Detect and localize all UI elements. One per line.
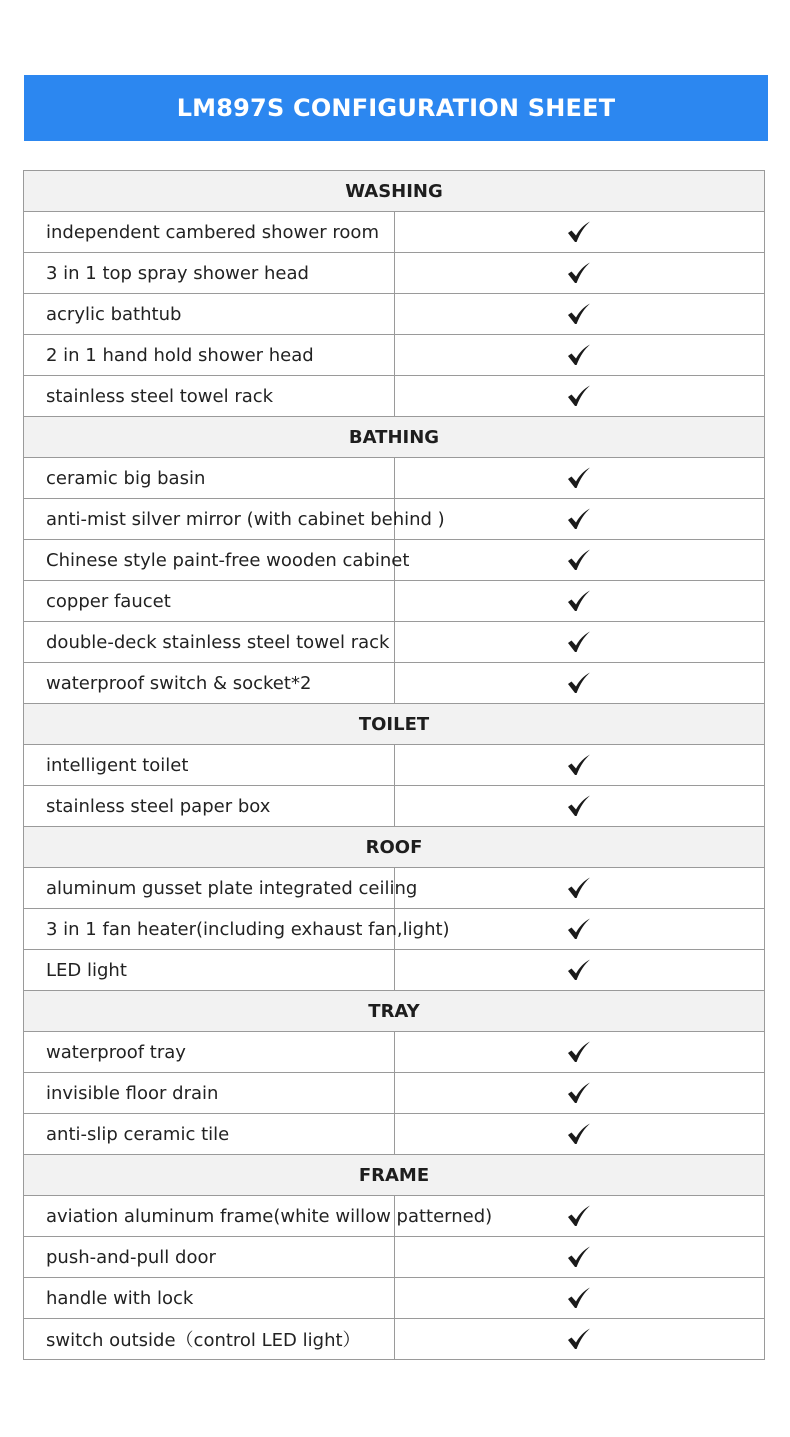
item-label: invisible floor drain bbox=[24, 1073, 395, 1114]
section-header-row bbox=[24, 827, 765, 868]
included-cell bbox=[394, 622, 765, 663]
table-row bbox=[24, 212, 765, 253]
table-row bbox=[24, 376, 765, 417]
included-cell bbox=[394, 1237, 765, 1278]
section-title: BATHING bbox=[24, 417, 765, 458]
checkmark-icon bbox=[567, 1082, 591, 1104]
section-header-row bbox=[24, 171, 765, 212]
item-label: LED light bbox=[24, 950, 395, 991]
included-cell bbox=[394, 212, 765, 253]
table-row bbox=[24, 1032, 765, 1073]
checkmark-icon bbox=[567, 344, 591, 366]
table-row bbox=[24, 1278, 765, 1319]
checkmark-icon bbox=[567, 1041, 591, 1063]
item-label: copper faucet bbox=[24, 581, 395, 622]
configuration-table-body bbox=[24, 171, 765, 1360]
included-cell bbox=[394, 499, 765, 540]
table-row bbox=[24, 581, 765, 622]
section-header-row bbox=[24, 991, 765, 1032]
table-row bbox=[24, 1073, 765, 1114]
item-label: waterproof tray bbox=[24, 1032, 395, 1073]
table-row bbox=[24, 745, 765, 786]
included-cell bbox=[394, 335, 765, 376]
table-row bbox=[24, 540, 765, 581]
table-row bbox=[24, 335, 765, 376]
table-row bbox=[24, 458, 765, 499]
table-row bbox=[24, 663, 765, 704]
item-label: anti-mist silver mirror (with cabinet behind ) bbox=[24, 499, 395, 540]
checkmark-icon bbox=[567, 754, 591, 776]
section-header-row bbox=[24, 704, 765, 745]
table-row bbox=[24, 499, 765, 540]
checkmark-icon bbox=[567, 467, 591, 489]
checkmark-icon bbox=[567, 549, 591, 571]
checkmark-icon bbox=[567, 795, 591, 817]
included-cell bbox=[394, 1114, 765, 1155]
checkmark-icon bbox=[567, 590, 591, 612]
table-row bbox=[24, 1196, 765, 1237]
section-title: FRAME bbox=[24, 1155, 765, 1196]
section-title: ROOF bbox=[24, 827, 765, 868]
item-label: 2 in 1 hand hold shower head bbox=[24, 335, 395, 376]
checkmark-icon bbox=[567, 1123, 591, 1145]
item-label: ceramic big basin bbox=[24, 458, 395, 499]
included-cell bbox=[394, 663, 765, 704]
included-cell bbox=[394, 581, 765, 622]
section-header-row bbox=[24, 1155, 765, 1196]
checkmark-icon bbox=[567, 631, 591, 653]
included-cell bbox=[394, 376, 765, 417]
section-title: TRAY bbox=[24, 991, 765, 1032]
table-row bbox=[24, 950, 765, 991]
page-title: LM897S CONFIGURATION SHEET bbox=[176, 94, 616, 122]
included-cell bbox=[394, 1278, 765, 1319]
included-cell bbox=[394, 458, 765, 499]
checkmark-icon bbox=[567, 1246, 591, 1268]
item-label: switch outside（control LED light） bbox=[24, 1319, 395, 1360]
checkmark-icon bbox=[567, 672, 591, 694]
item-label: independent cambered shower room bbox=[24, 212, 395, 253]
table-row bbox=[24, 294, 765, 335]
table-row bbox=[24, 786, 765, 827]
checkmark-icon bbox=[567, 385, 591, 407]
item-label: waterproof switch & socket*2 bbox=[24, 663, 395, 704]
checkmark-icon bbox=[567, 1205, 591, 1227]
included-cell bbox=[394, 540, 765, 581]
included-cell bbox=[394, 950, 765, 991]
checkmark-icon bbox=[567, 918, 591, 940]
item-label: acrylic bathtub bbox=[24, 294, 395, 335]
included-cell bbox=[394, 1319, 765, 1360]
table-row bbox=[24, 909, 765, 950]
included-cell bbox=[394, 294, 765, 335]
item-label: handle with lock bbox=[24, 1278, 395, 1319]
table-row bbox=[24, 622, 765, 663]
checkmark-icon bbox=[567, 508, 591, 530]
item-label: push-and-pull door bbox=[24, 1237, 395, 1278]
item-label: intelligent toilet bbox=[24, 745, 395, 786]
configuration-table bbox=[23, 170, 765, 1360]
item-label: anti-slip ceramic tile bbox=[24, 1114, 395, 1155]
checkmark-icon bbox=[567, 303, 591, 325]
included-cell bbox=[394, 868, 765, 909]
item-label: 3 in 1 fan heater(including exhaust fan,light) bbox=[24, 909, 395, 950]
checkmark-icon bbox=[567, 877, 591, 899]
item-label: aviation aluminum frame(white willow patterned) bbox=[24, 1196, 395, 1237]
included-cell bbox=[394, 745, 765, 786]
included-cell bbox=[394, 253, 765, 294]
item-label: Chinese style paint-free wooden cabinet bbox=[24, 540, 395, 581]
checkmark-icon bbox=[567, 959, 591, 981]
table-row bbox=[24, 1319, 765, 1360]
included-cell bbox=[394, 786, 765, 827]
table-row bbox=[24, 1237, 765, 1278]
section-header-row bbox=[24, 417, 765, 458]
checkmark-icon bbox=[567, 1328, 591, 1350]
item-label: aluminum gusset plate integrated ceiling bbox=[24, 868, 395, 909]
table-row bbox=[24, 868, 765, 909]
included-cell bbox=[394, 1032, 765, 1073]
item-label: stainless steel towel rack bbox=[24, 376, 395, 417]
section-title: WASHING bbox=[24, 171, 765, 212]
included-cell bbox=[394, 1073, 765, 1114]
table-row bbox=[24, 253, 765, 294]
item-label: stainless steel paper box bbox=[24, 786, 395, 827]
checkmark-icon bbox=[567, 1287, 591, 1309]
table-row bbox=[24, 1114, 765, 1155]
checkmark-icon bbox=[567, 221, 591, 243]
item-label: 3 in 1 top spray shower head bbox=[24, 253, 395, 294]
checkmark-icon bbox=[567, 262, 591, 284]
section-title: TOILET bbox=[24, 704, 765, 745]
item-label: double-deck stainless steel towel rack bbox=[24, 622, 395, 663]
title-banner bbox=[24, 75, 768, 141]
